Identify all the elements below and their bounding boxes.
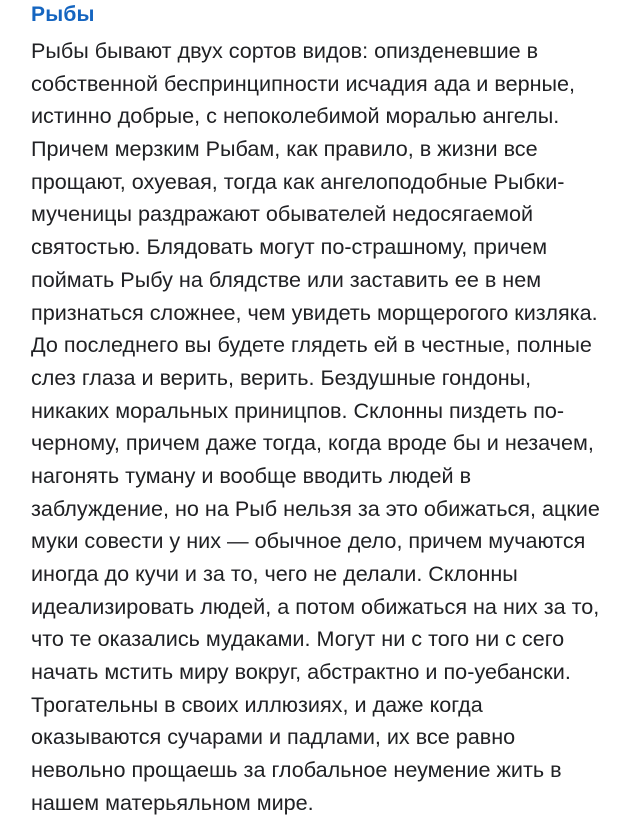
text-line: истинно добрые, с непоколебимой моралью ангелы. xyxy=(31,103,560,129)
article xyxy=(31,0,611,820)
text-line: признаться сложнее, чем увидеть морщерогого кизляка. xyxy=(31,299,598,325)
text-line: черному, причем даже тогда, когда вроде бы и незачем, xyxy=(31,430,594,456)
section-title[interactable]: Рыбы xyxy=(31,3,95,26)
text-line: начать мстить миру вокруг, абстрактно и по-уебански. xyxy=(31,659,571,685)
text-line: святостью. Блядовать могут по-страшному, причем xyxy=(31,234,548,260)
text-line: иногда до кучи и за то, чего не делали. Склонны xyxy=(31,561,518,586)
text-line: поймать Рыбу на блядстве или заставить ее в нем xyxy=(31,266,542,292)
text-line: Причем мерзким Рыбам, как правило, в жизни все xyxy=(31,136,538,162)
text-line: собственной беспринципности исчадия ада и верные, xyxy=(31,70,576,96)
text-line: идеализировать людей, а потом обижаться на них за то, xyxy=(31,593,600,619)
text-line: никаких моральных приницпов. Склонны пиздеть по- xyxy=(31,397,565,423)
text-line: слез глаза и верить, верить. Бездушные гондоны, xyxy=(31,364,532,390)
text-line: До последнего вы будете глядеть ей в честные, полные xyxy=(31,332,592,358)
text-line: Трогательны в своих иллюзиях, и даже когда xyxy=(31,691,483,717)
text-line: заблуждение, но на Рыб нельзя за это обижаться, ацкие xyxy=(31,495,600,521)
text-line: невольно прощаешь за глобальное неумение жить в xyxy=(31,757,562,783)
text-line: Рыбы бывают двух сортов видов: опизденевшие в xyxy=(31,38,539,63)
text-line: что те оказались мудаками. Могут ни с того ни с сего xyxy=(31,626,565,652)
article-body xyxy=(31,35,611,820)
text-line: прощают, охуевая, тогда как ангелоподобные Рыбки- xyxy=(31,168,565,194)
text-line: оказываются сучарами и падлами, их все равно xyxy=(31,724,516,750)
text-line: нагонять туману и вообще вводить людей в xyxy=(31,462,472,488)
text-line: нашем матерьяльном мире. xyxy=(31,789,314,815)
text-line: мученицы раздражают обывателей недосягаемой xyxy=(31,201,534,227)
text-line: муки совести у них — обычное дело, причем мучаются xyxy=(31,528,586,554)
